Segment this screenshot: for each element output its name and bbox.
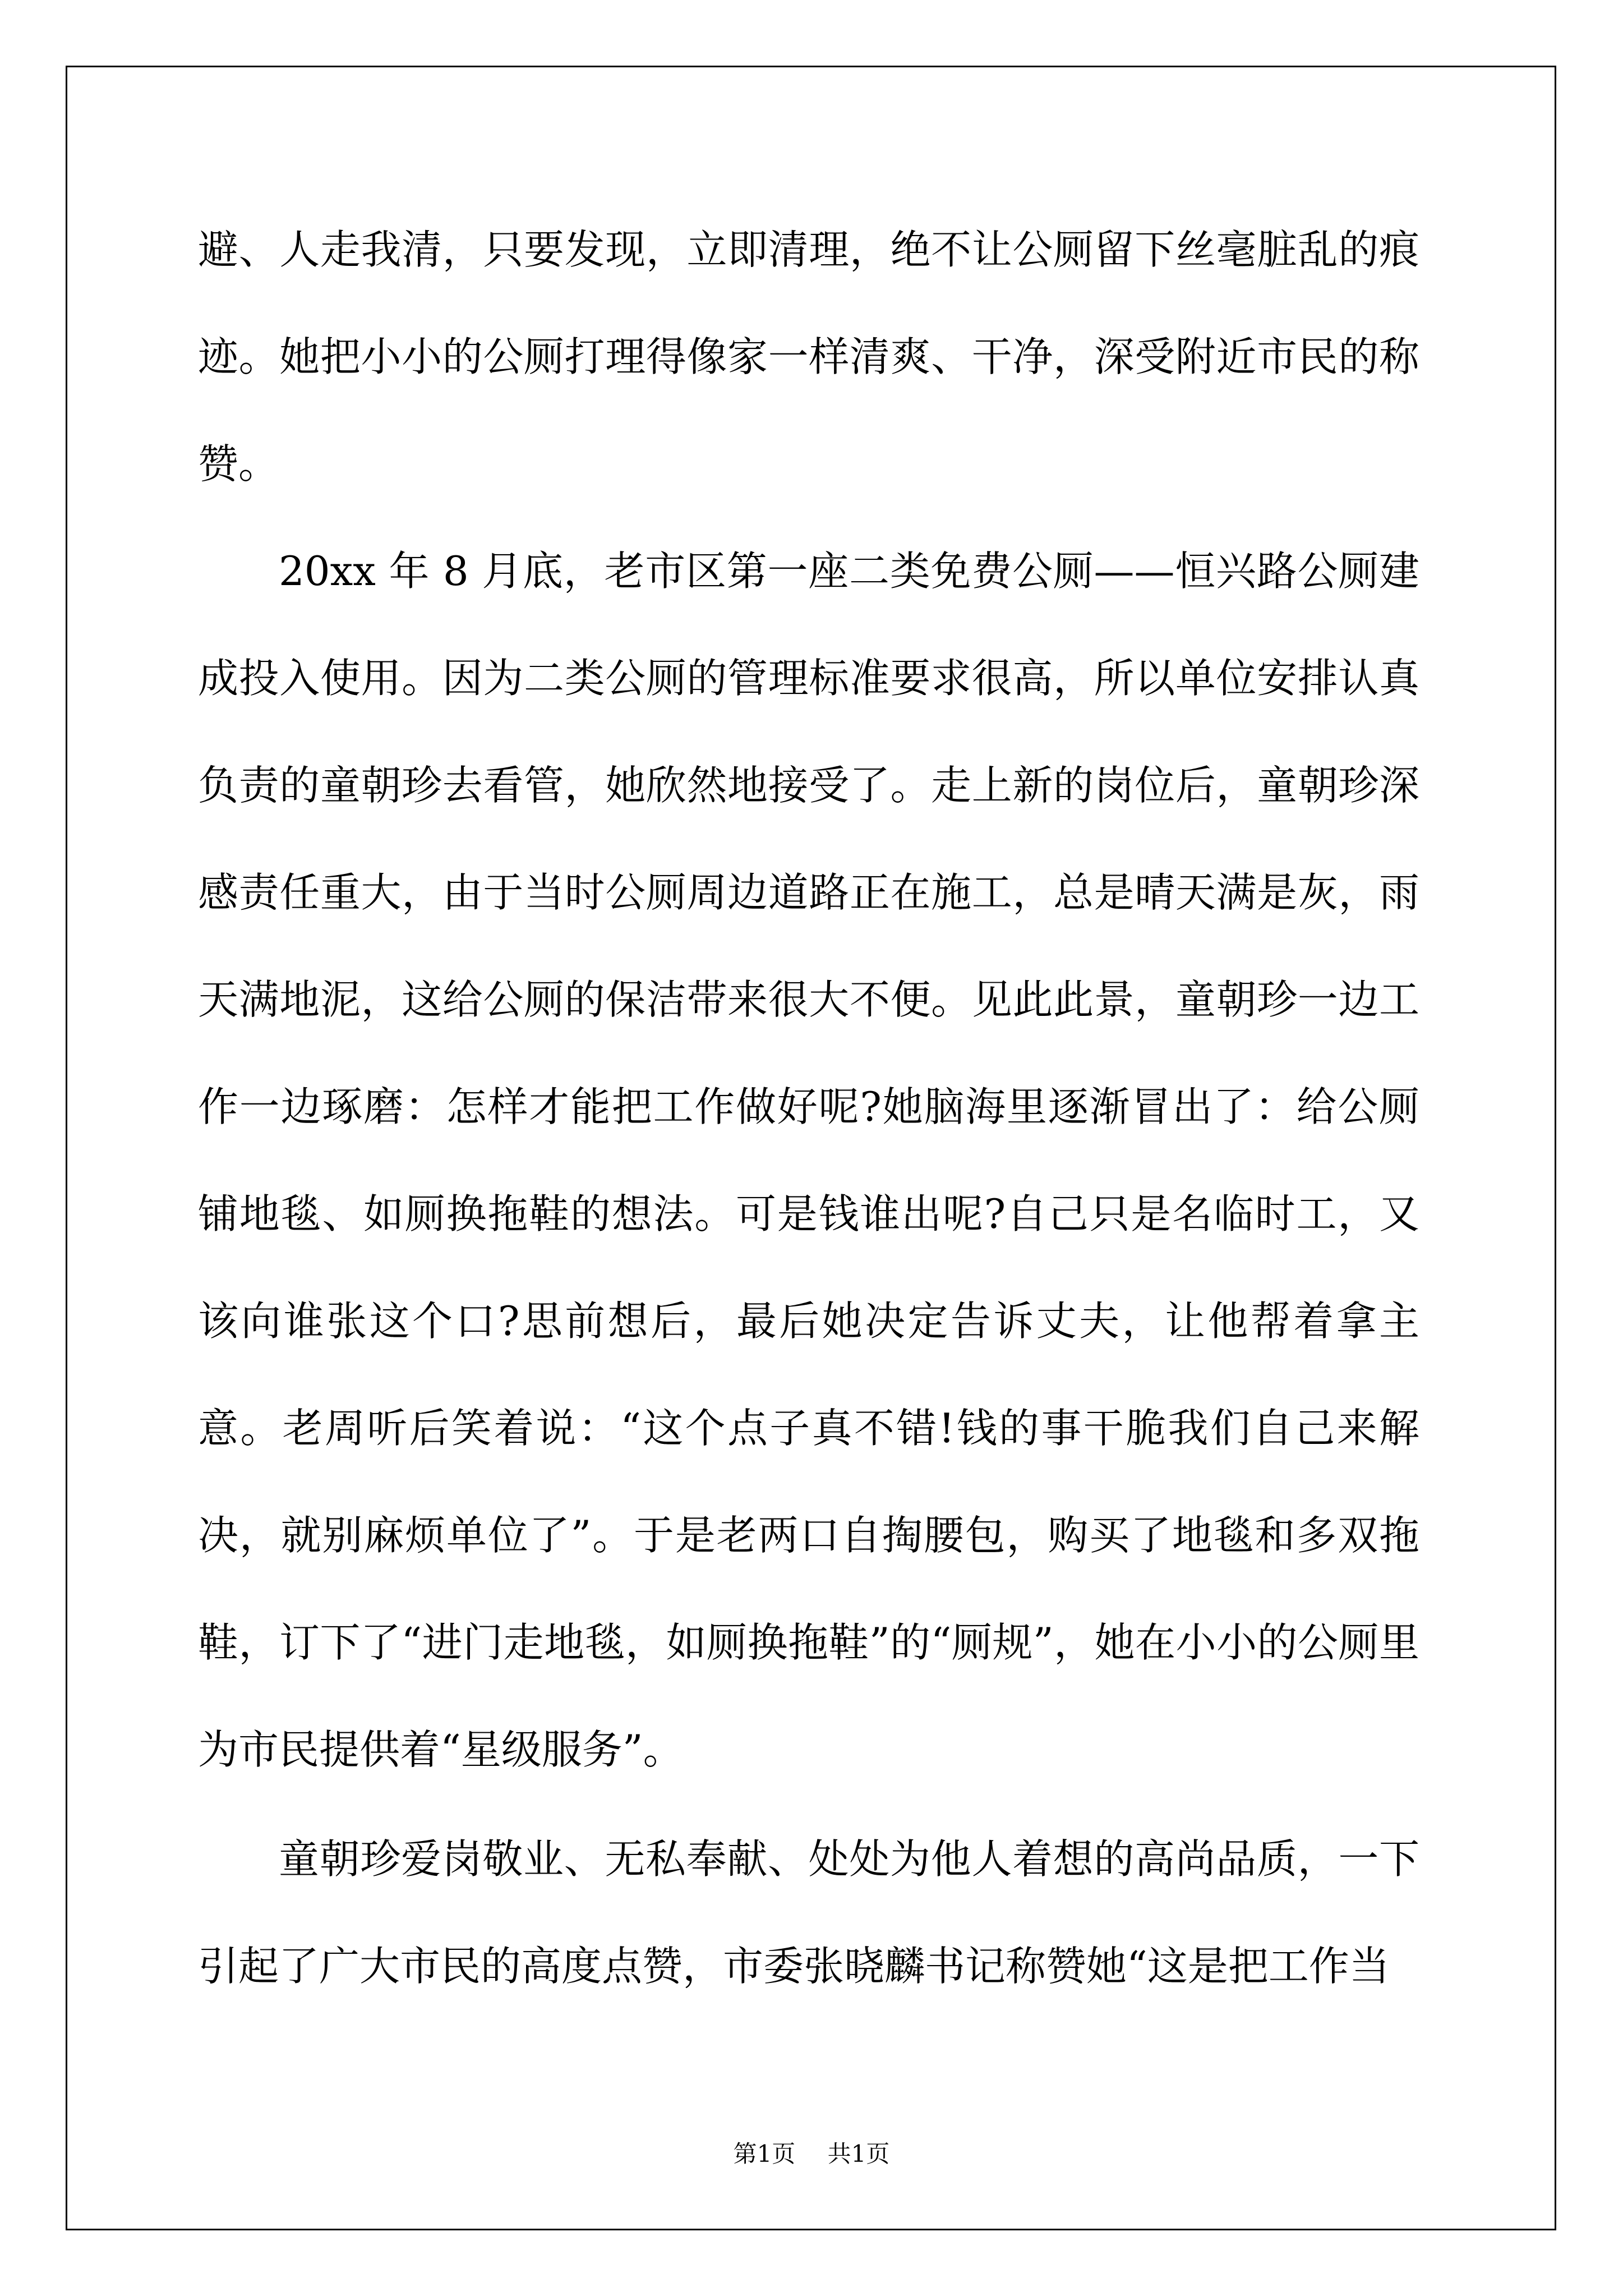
page-number: 第1页 [733,2140,796,2168]
page-footer [0,2137,1623,2171]
body-paragraph-2: 20xx 年 8 月底，老市区第一座二类免费公厕——恒兴路公厕建成投入使用。因为二类公厕的管理标准要求很高，所以单位安排认真负责的童朝珍去看管，她欣然地接受了。走上新的岗位后，童朝珍深感责任重大，由于当时公厕周边道路正在施工，总是晴天满是灰，雨天满地泥，这给公厕的保洁带来很大不便。见此此景，童朝珍一边工作一边琢磨：怎样才能把工作做好呢?她脑海里逐渐冒出了：给公厕铺地毯、如厕换拖鞋的想法。可是钱谁出呢?自己只是名临时工，又该向谁张这个口?思前想后，最后她决定告诉丈夫，让他帮着拿主意。老周听后笑着说：“这个点子真不错!钱的事干脆我们自己来解决，就别麻烦单位了”。于是老两口自掏腰包，购买了地毯和多双拖鞋，订下了“进门走地毯，如厕换拖鞋”的“厕规”，她在小小的公厕里为市民提供着“星级服务”。 [198,547,1419,1773]
body-paragraph-1: 避、人走我清，只要发现，立即清理，绝不让公厕留下丝毫脏乱的痕迹。她把小小的公厕打理得像家一样清爽、干净，深受附近市民的称赞。 [198,226,1419,487]
body-paragraph-3: 童朝珍爱岗敬业、无私奉献、处处为他人着想的高尚品质，一下引起了广大市民的高度点赞，市委张晓麟书记称赞她“这是把工作当 [198,1835,1419,1990]
page-total: 共1页 [827,2140,890,2168]
